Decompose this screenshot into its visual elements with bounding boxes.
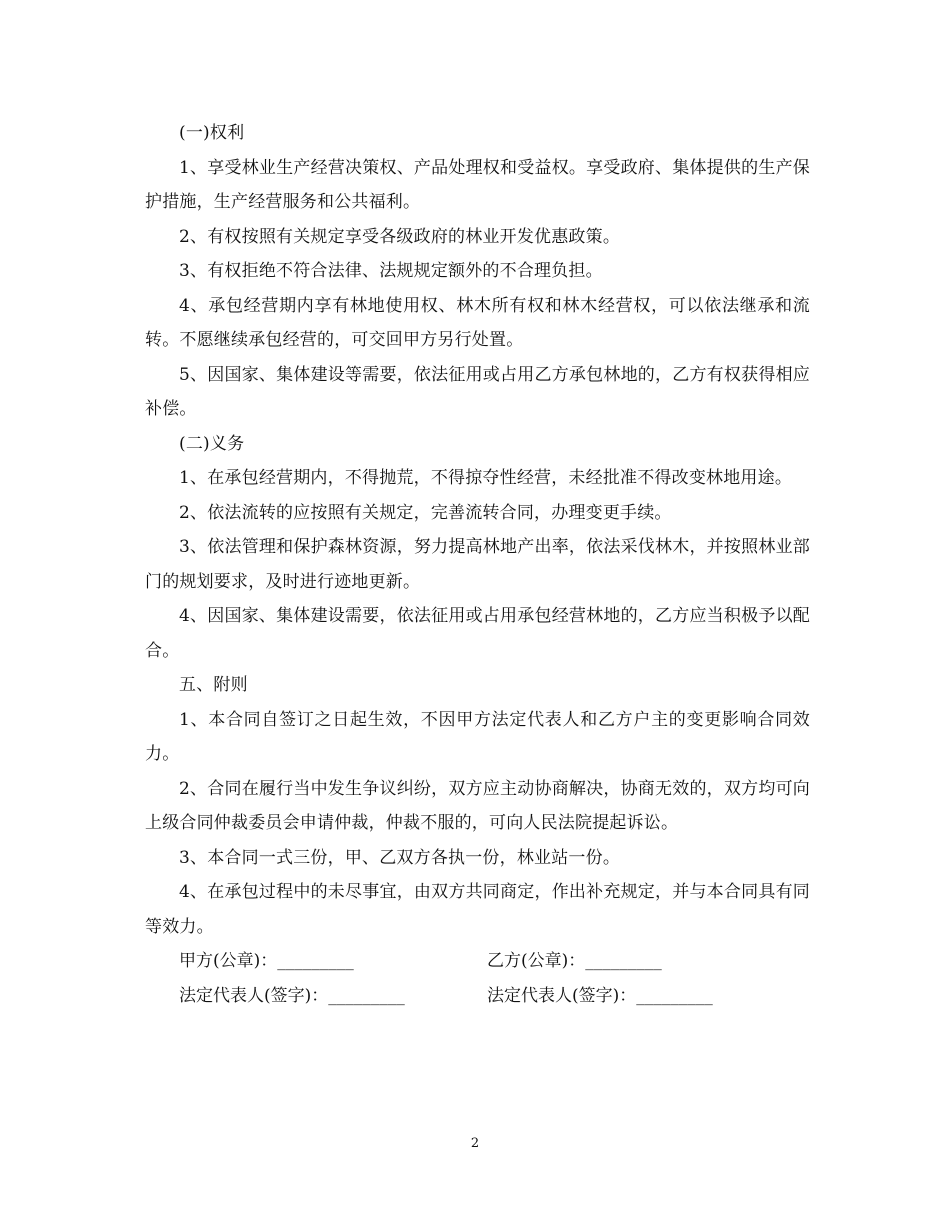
page-number: 2 bbox=[470, 1136, 480, 1151]
paragraph-rights-4: 4、承包经营期内享有林地使用权、林木所有权和林木经营权，可以依法继承和流转。不愿继续承包经营的，可交回甲方另行处置。 bbox=[145, 295, 810, 350]
paragraph-supplementary-2: 2、合同在履行当中发生争议纠纷，双方应主动协商解决，协商无效的，双方均可向上级合同仲裁委员会申请仲裁，仲裁不服的，可向人民法院提起诉讼。 bbox=[145, 778, 810, 833]
party-a-seal-line: 甲方(公章)：_________ bbox=[179, 951, 354, 971]
paragraph-obligations-4: 4、因国家、集体建设需要，依法征用或占用承包经营林地的，乙方应当积极予以配合。 bbox=[145, 606, 810, 661]
paragraph-rights-3: 3、有权拒绝不符合法律、法规规定额外的不合理负担。 bbox=[179, 261, 603, 281]
paragraph-supplementary-4: 4、在承包过程中的未尽事宜，由双方共同商定，作出补充规定，并与本合同具有同等效力。 bbox=[145, 882, 810, 937]
party-b-representative-line: 法定代表人(签字)：_________ bbox=[487, 985, 713, 1006]
signature-row-representative bbox=[145, 979, 810, 1014]
paragraph-supplementary-3: 3、本合同一式三份，甲、乙双方各执一份，林业站一份。 bbox=[179, 847, 621, 868]
paragraph-supplementary-1: 1、本合同自签订之日起生效，不因甲方法定代表人和乙方户主的变更影响合同效力。 bbox=[145, 709, 810, 764]
section-heading-supplementary: 五、附则 bbox=[179, 675, 248, 695]
paragraph-rights-2: 2、有权按照有关规定享受各级政府的林业开发优惠政策。 bbox=[179, 226, 621, 247]
section-heading-obligations: (二)义务 bbox=[179, 433, 245, 454]
document-body bbox=[145, 116, 810, 1013]
paragraph-obligations-3: 3、依法管理和保护森林资源，努力提高林地产出率，依法采伐林木，并按照林业部门的规划要求，及时进行迹地更新。 bbox=[145, 537, 810, 592]
section-heading-rights: (一)权利 bbox=[179, 123, 245, 143]
paragraph-obligations-1: 1、在承包经营期内，不得抛荒，不得掠夺性经营，未经批准不得改变林地用途。 bbox=[179, 468, 793, 488]
paragraph-rights-1: 1、享受林业生产经营决策权、产品处理权和受益权。享受政府、集体提供的生产保护措施，生产经营服务和公共福利。 bbox=[145, 157, 810, 212]
party-b-seal-line: 乙方(公章)：_________ bbox=[487, 951, 662, 971]
party-a-representative-line: 法定代表人(签字)：_________ bbox=[179, 985, 405, 1006]
paragraph-rights-5: 5、因国家、集体建设等需要，依法征用或占用乙方承包林地的，乙方有权获得相应补偿。 bbox=[145, 364, 810, 419]
paragraph-obligations-2: 2、依法流转的应按照有关规定，完善流转合同，办理变更手续。 bbox=[179, 502, 672, 523]
signature-row-seal bbox=[145, 944, 810, 979]
